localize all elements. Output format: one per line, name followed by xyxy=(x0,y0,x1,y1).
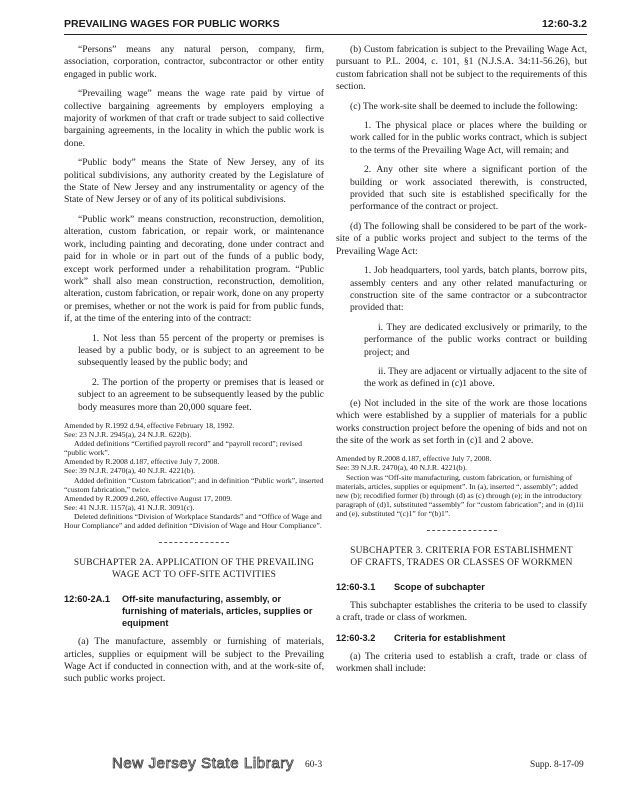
d-subitem-ii: ii. They are adjacent or virtually adjacent to the site of the work as defined in (c)1 above. xyxy=(364,365,587,390)
history-line: See: 39 N.J.R. 2470(a), 40 N.J.R. 4221(b). xyxy=(336,463,468,473)
public-work-item-1: 1. Not less than 55 percent of the property or premises is leased by a public body, or is subject to an agreement to be subsequently leased by the public body; and xyxy=(78,332,324,369)
paragraph-a: (a) The manufacture, assembly or furnishing of materials, articles, supplies or equipment will be subject to the Prevailing Wage Act if conducted in connection with, and at the work-site of, such public works project. xyxy=(64,636,324,685)
definition-public-work: “Public work” means construction, reconstruction, demolition, alteration, custom fabrication, or repair work, or maintenance work, including painting and decorating, done under contract and paid for in whole or in part out of the funds of a public body, except work performed under a rehabilitation program. “Public work” shall also mean construction, reconstruction, demolition, alteration, custom fabrication, or repair work, done on any property or premises, whether or not the work is paid for from public funds, if, at the time of the entering into of the contract: xyxy=(64,213,324,325)
public-work-item-2: 2. The portion of the property or premises that is leased or subject to an agreement to be subsequently leased by the public body measures more than 20,000 square feet. xyxy=(78,376,324,413)
supplement-date: Supp. 8-17-09 xyxy=(530,760,584,770)
d-subitem-i: i. They are dedicated exclusively or primarily, to the performance of the public works contract or building project; and xyxy=(364,321,587,358)
section-title: Off-site manufacturing, assembly, or furnishing of materials, articles, supplies or equipment xyxy=(122,594,313,629)
history-line: See: 23 N.J.R. 2945(a), 24 N.J.R. 622(b). xyxy=(64,430,192,440)
history-line: Added definitions “Certified payroll record” and “payroll record”; revised “public work”. xyxy=(64,439,302,458)
history-line: Amended by R.1992 d.94, effective February 18, 1992. xyxy=(64,420,235,430)
history-note xyxy=(336,454,587,518)
paragraph-e: (e) Not included in the site of the work are those locations which were established by a supplier of materials for a public works construction project before the opening of bids and not on the site of the work as set forth in (c)1 and 2 above. xyxy=(336,397,587,446)
section-number: 12:60-2A.1 xyxy=(64,594,110,605)
history-line: Amended by R.2008 d.187, effective July 7, 2008. xyxy=(336,454,492,464)
section-title: Criteria for establishment xyxy=(394,632,506,643)
definition-prevailing-wage: “Prevailing wage” means the wage rate paid by virtue of collective bargaining agreements by employers employing a majority of workmen of that craft or trade subject to said collective bargaining agreements, in the locality in which the public work is done. xyxy=(64,88,324,149)
history-note xyxy=(64,421,324,530)
history-line: Amended by R.2009 d.260, effective August 17, 2009. xyxy=(64,493,233,503)
history-line: See: 41 N.J.R. 1157(a), 41 N.J.R. 3091(c). xyxy=(64,502,195,512)
d-item-1: 1. Job headquarters, tool yards, batch plants, borrow pits, assembly centers and any other related manufacturing or construction site of the same contractor or a subcontractor provided that: xyxy=(350,265,587,314)
library-watermark: New Jersey State Library xyxy=(112,755,294,772)
history-line: Deleted definitions “Division of Workplace Standards” and “Office of Wage and Hour Compliance” and added definition “Division of Wage and Hour Compliance”. xyxy=(64,511,322,530)
left-column xyxy=(64,44,324,693)
history-line: See: 39 N.J.R. 2470(a), 40 N.J.R. 4221(b). xyxy=(64,466,196,476)
page-number: 60-3 xyxy=(305,760,323,770)
definition-persons: “Persons” means any natural person, company, firm, association, corporation, contractor, subcontractor or other entity engaged in public work. xyxy=(64,44,324,80)
history-line: Amended by R.2008 d.187, effective July 7, 2008. xyxy=(64,457,220,467)
section-title: Scope of subchapter xyxy=(394,582,485,593)
header-title: PREVAILING WAGES FOR PUBLIC WORKS xyxy=(64,18,280,30)
subchapter-2a-heading: SUBCHAPTER 2A. APPLICATION OF THE PREVAILING WAGE ACT TO OFF-SITE ACTIVITIES xyxy=(73,558,315,581)
section-heading-3-2 xyxy=(336,632,587,644)
paragraph-c: (c) The work-site shall be deemed to include the following: xyxy=(350,100,578,112)
paragraph-d: (d) The following shall be considered to be part of the work-site of a public works project and subject to the terms of the Prevailing Wage Act: xyxy=(336,220,587,257)
right-column xyxy=(336,44,587,683)
c-item-1: 1. The physical place or places where the building or work called for in the public works contract, which is subject to the terms of the Prevailing Wage Act, will remain; and xyxy=(350,120,587,156)
section-number: 12:60-3.2 xyxy=(336,632,376,643)
section-3-2-text: (a) The criteria used to establish a craft, trade or class of workmen shall include: xyxy=(336,650,587,675)
section-heading-3-1 xyxy=(336,581,587,593)
history-line: Added definition “Custom fabrication”; and in definition “Public work”, inserted “custom fabrication,” twice. xyxy=(64,475,324,494)
section-divider xyxy=(427,530,497,531)
paragraph-b: (b) Custom fabrication is subject to the Prevailing Wage Act, pursuant to P.L. 2004, c. 101, §1 (N.J.S.A. 34:11-56.26), but custom fabrication shall not be subject to the requirements of this section. xyxy=(336,44,587,93)
running-header xyxy=(64,16,587,35)
history-line: Section was “Off-site manufacturing, custom fabrication, or furnishing of materials, articles, supplies or equipment”. In (a), inserted “, assembly”; added new (b); recodified former (b) through (d) as (c) through (e); in the introductory paragraph of (d)1, substituted “assembly” for “custom fabrication”; and in (d)1ii and (e), substituted “(c)1” for “(b)1”. xyxy=(336,472,584,518)
c-item-2: 2. Any other site where a significant portion of the building or work associated therewith, is constructed, provided that such site is established specifically for the performance of the contract or project. xyxy=(350,164,587,213)
section-3-1-text: This subchapter establishes the criteria to be used to classify a craft, trade or class of workmen. xyxy=(336,600,587,624)
subchapter-3-heading: SUBCHAPTER 3. CRITERIA FOR ESTABLISHMENT OF CRAFTS, TRADES OR CLASSES OF WORKMEN xyxy=(350,546,573,569)
definition-public-body: “Public body” means the State of New Jersey, any of its political subdivisions, any authority created by the Legislature of the State of New Jersey and any instrumentality or agency of the State of New Jersey or of any of its political subdivisions. xyxy=(64,157,324,206)
section-divider xyxy=(159,542,229,543)
header-section-ref: 12:60-3.2 xyxy=(542,18,587,30)
section-heading-2a-1 xyxy=(64,593,324,629)
section-number: 12:60-3.1 xyxy=(336,582,376,593)
